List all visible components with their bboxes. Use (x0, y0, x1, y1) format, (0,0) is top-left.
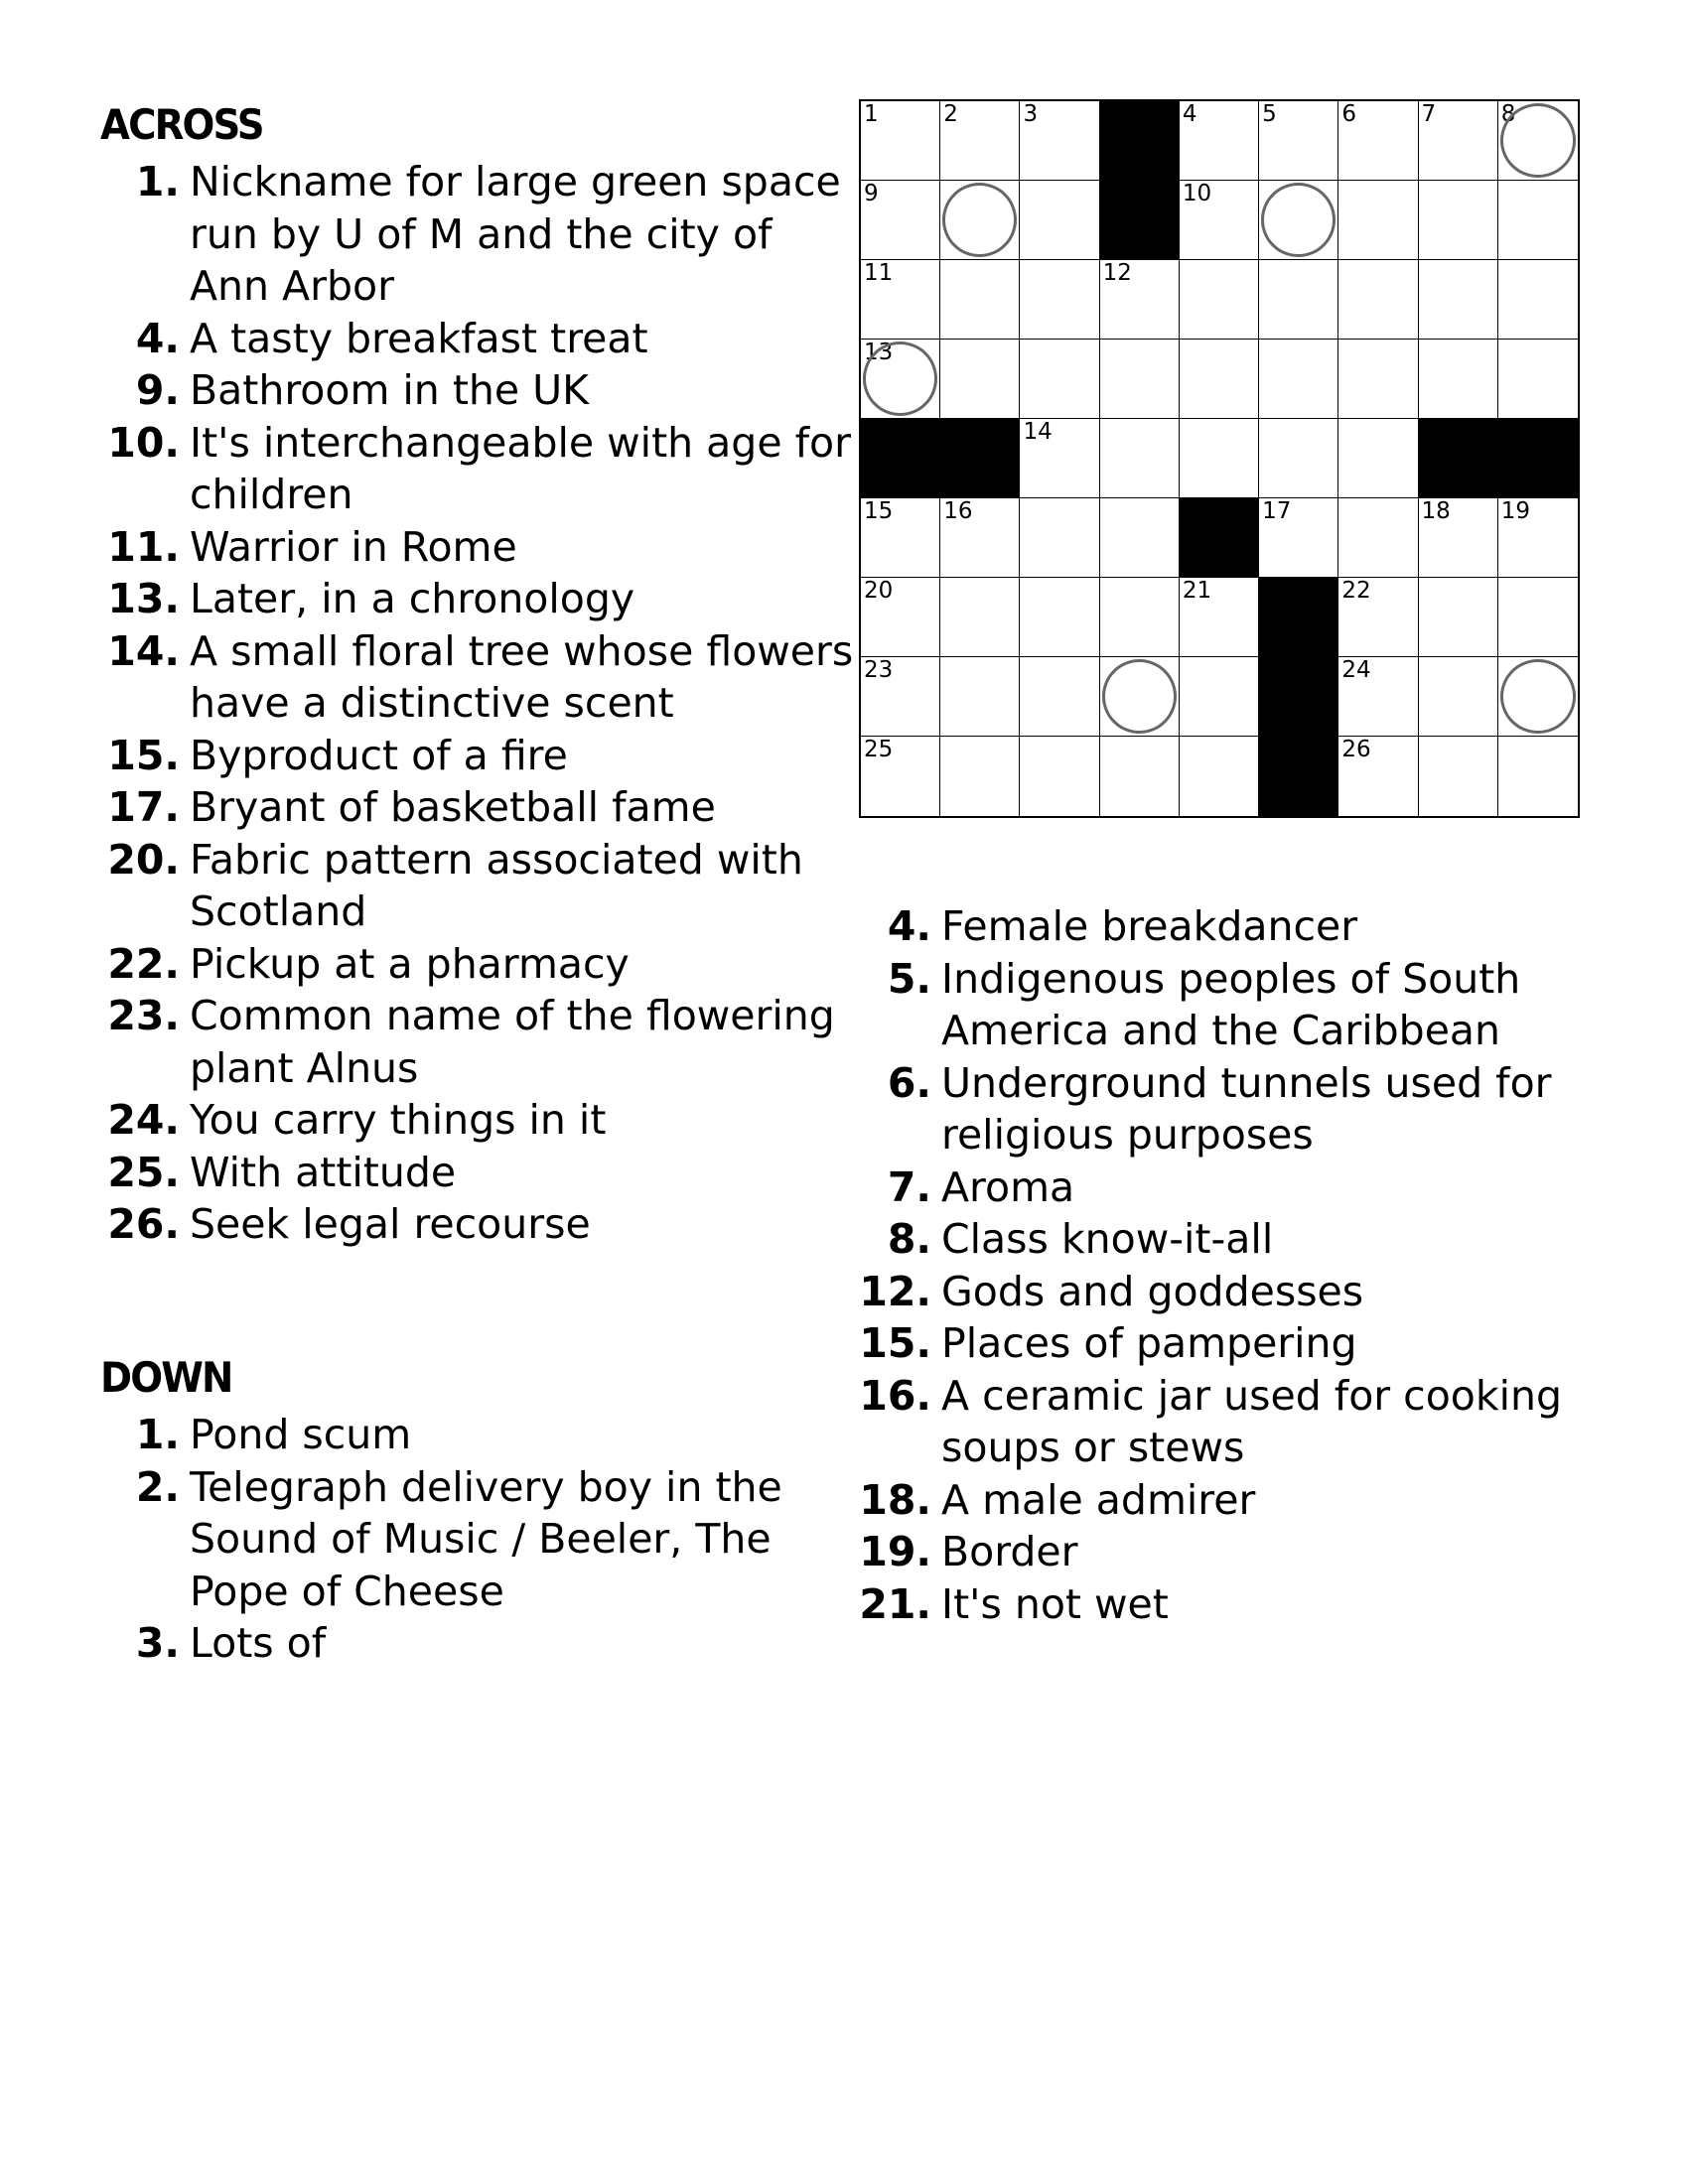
grid-cell[interactable] (861, 260, 940, 340)
grid-cell[interactable] (1180, 260, 1259, 340)
grid-cell[interactable] (1180, 657, 1259, 737)
grid-cell[interactable] (1259, 419, 1338, 498)
clue-text: Female breakdancer (941, 902, 1358, 950)
grid-cell[interactable] (1020, 578, 1099, 657)
grid-cell[interactable] (1100, 498, 1180, 578)
clue-item (852, 1526, 1607, 1578)
down-heading: DOWN (100, 1353, 232, 1402)
grid-cell[interactable] (861, 498, 940, 578)
clue-number: 23. (107, 992, 180, 1039)
clue-number: 15. (859, 1319, 931, 1367)
clue-item (100, 990, 855, 1094)
clue-item (852, 1266, 1607, 1318)
circle-icon (942, 183, 1017, 257)
grid-cell[interactable] (1419, 578, 1498, 657)
clue-number: 5. (887, 954, 931, 1003)
grid-cell[interactable] (1498, 498, 1578, 578)
grid-cell[interactable] (1498, 181, 1578, 260)
clue-number: 22. (107, 939, 180, 988)
grid-cell[interactable] (1180, 340, 1259, 419)
clue-item (100, 625, 855, 730)
grid-cell[interactable] (861, 657, 940, 737)
clue-item (100, 573, 855, 625)
grid-cell[interactable] (1419, 101, 1498, 181)
cell-number: 5 (1262, 101, 1277, 127)
black-square (1100, 181, 1180, 260)
clue-item (852, 1317, 1607, 1370)
grid-cell[interactable] (1338, 181, 1418, 260)
grid-cell[interactable] (1419, 657, 1498, 737)
clue-number: 14. (107, 626, 180, 675)
grid-cell[interactable] (1338, 419, 1418, 498)
grid-cell[interactable] (1020, 737, 1099, 816)
clue-text: It's interchangeable with age for children (190, 418, 851, 518)
grid-cell[interactable] (861, 737, 940, 816)
grid-cell[interactable] (1419, 181, 1498, 260)
black-square (940, 419, 1020, 498)
cell-number: 19 (1500, 498, 1531, 524)
black-square (861, 419, 940, 498)
circle-icon (863, 341, 937, 416)
clue-item (100, 730, 855, 782)
grid-cell[interactable] (940, 737, 1020, 816)
clue-text: Warrior in Rome (190, 522, 517, 571)
grid-cell[interactable] (1338, 737, 1418, 816)
grid-cell[interactable] (1338, 340, 1418, 419)
grid-cell[interactable] (940, 101, 1020, 181)
clue-number: 26. (107, 1200, 180, 1248)
clue-item (100, 834, 855, 938)
grid-cell[interactable] (940, 498, 1020, 578)
grid-cell[interactable] (1259, 101, 1338, 181)
clue-text: A small floral tree whose flowers have a distinctive scent (190, 626, 854, 727)
crossword-grid (859, 99, 1580, 818)
grid-cell[interactable] (1100, 340, 1180, 419)
clue-item (100, 521, 855, 574)
clue-number: 20. (107, 835, 180, 884)
cell-number: 17 (1262, 498, 1292, 524)
grid-cell[interactable] (1338, 578, 1418, 657)
grid-cell[interactable] (1020, 419, 1099, 498)
cell-number: 23 (864, 657, 894, 683)
grid-cell[interactable] (861, 340, 940, 419)
grid-cell[interactable] (1259, 498, 1338, 578)
grid-cell[interactable] (1100, 578, 1180, 657)
cell-number: 10 (1182, 181, 1212, 206)
cell-number: 4 (1182, 101, 1197, 127)
cell-number: 8 (1500, 101, 1516, 127)
clue-item (100, 1617, 855, 1670)
clue-number: 7. (887, 1162, 931, 1211)
grid-cell[interactable] (1020, 101, 1099, 181)
clue-item (100, 313, 855, 365)
clue-text: Nickname for large green space run by U of M and the city of Ann Arbor (190, 158, 841, 310)
clue-number: 11. (107, 522, 180, 571)
clue-number: 2. (135, 1462, 180, 1511)
clue-item (100, 1094, 855, 1147)
black-square (1259, 657, 1338, 737)
grid-cell[interactable] (1498, 340, 1578, 419)
down-clue-list-left (100, 1409, 855, 1670)
clue-number: 13. (107, 575, 180, 622)
clue-item (100, 417, 855, 521)
grid-cell[interactable] (1338, 657, 1418, 737)
down-clue-list-right (852, 900, 1607, 1630)
cell-number: 12 (1102, 260, 1132, 286)
clue-number: 1. (135, 158, 180, 205)
grid-cell[interactable] (1498, 101, 1578, 181)
clue-number: 6. (887, 1058, 931, 1107)
grid-cell[interactable] (1338, 101, 1418, 181)
clue-text: With attitude (190, 1148, 457, 1196)
cell-number: 1 (864, 101, 879, 127)
clue-text: Telegraph delivery boy in the Sound of Music / Beeler, The Pope of Cheese (190, 1462, 782, 1615)
clue-number: 15. (107, 731, 180, 779)
grid-cell[interactable] (1498, 578, 1578, 657)
clue-item (852, 953, 1607, 1057)
clue-text: Later, in a chronology (190, 575, 635, 622)
clue-text: A tasty breakfast treat (190, 314, 648, 362)
grid-cell[interactable] (1100, 260, 1180, 340)
grid-cell[interactable] (940, 340, 1020, 419)
clue-text: You carry things in it (190, 1096, 607, 1144)
clue-number: 4. (135, 314, 180, 362)
clue-number: 24. (107, 1096, 180, 1144)
cell-number: 6 (1341, 101, 1356, 127)
grid-cell[interactable] (1419, 498, 1498, 578)
cell-number: 25 (864, 737, 894, 762)
cell-number: 2 (943, 101, 958, 127)
cell-number: 7 (1421, 101, 1437, 127)
black-square (1180, 498, 1259, 578)
clue-item (852, 1474, 1607, 1527)
circle-icon (1261, 183, 1336, 257)
clue-text: Seek legal recourse (190, 1200, 591, 1248)
cell-number: 11 (864, 260, 894, 286)
clue-item (100, 1409, 855, 1461)
clue-text: A male admirer (941, 1475, 1256, 1524)
clue-item (100, 1461, 855, 1618)
clue-text: A ceramic jar used for cooking soups or stews (941, 1371, 1563, 1471)
grid-cell[interactable] (1259, 181, 1338, 260)
clue-text: Pond scum (190, 1411, 412, 1458)
cell-number: 26 (1341, 737, 1371, 762)
grid-cell[interactable] (1180, 419, 1259, 498)
clue-item (852, 1578, 1607, 1631)
circle-icon (1500, 659, 1576, 734)
clue-number: 19. (859, 1528, 931, 1575)
clue-item (852, 1213, 1607, 1266)
cell-number: 9 (864, 181, 879, 206)
clue-number: 10. (107, 418, 180, 467)
grid-cell[interactable] (861, 578, 940, 657)
clue-number: 25. (107, 1148, 180, 1196)
clue-number: 3. (135, 1619, 180, 1667)
clue-text: Indigenous peoples of South America and the Caribbean (941, 954, 1521, 1054)
clue-number: 18. (859, 1475, 931, 1524)
clue-text: Aroma (941, 1162, 1075, 1211)
black-square (1419, 419, 1498, 498)
grid-cell[interactable] (1100, 737, 1180, 816)
grid-cell[interactable] (1498, 657, 1578, 737)
clue-item (852, 1057, 1607, 1161)
cell-number: 24 (1341, 657, 1371, 683)
clue-item (100, 1147, 855, 1199)
grid-cell[interactable] (1498, 737, 1578, 816)
grid-cell[interactable] (1338, 260, 1418, 340)
cell-number: 3 (1023, 101, 1039, 127)
grid-cell[interactable] (1180, 737, 1259, 816)
clue-number: 8. (887, 1215, 931, 1263)
clue-item (852, 1370, 1607, 1474)
clue-item (100, 781, 855, 834)
grid-cell[interactable] (1259, 340, 1338, 419)
clue-text: Gods and goddesses (941, 1267, 1364, 1315)
cell-number: 15 (864, 498, 894, 524)
grid-cell[interactable] (1419, 260, 1498, 340)
grid-cell[interactable] (1180, 101, 1259, 181)
clue-number: 21. (859, 1579, 931, 1628)
grid-cell[interactable] (1020, 498, 1099, 578)
cell-number: 22 (1341, 578, 1371, 604)
clue-item (100, 156, 855, 313)
circle-icon (1102, 659, 1177, 734)
black-square (1100, 101, 1180, 181)
clue-item (100, 938, 855, 991)
grid-cell[interactable] (1180, 578, 1259, 657)
grid-cell[interactable] (1259, 260, 1338, 340)
clue-text: Lots of (190, 1619, 327, 1667)
cell-number: 16 (943, 498, 973, 524)
grid-cell[interactable] (1180, 181, 1259, 260)
clue-item (852, 900, 1607, 953)
grid-cell[interactable] (940, 181, 1020, 260)
cell-number: 20 (864, 578, 894, 604)
clue-text: Bathroom in the UK (190, 366, 590, 414)
grid-cell[interactable] (861, 101, 940, 181)
grid-cell[interactable] (1020, 340, 1099, 419)
circle-icon (1500, 103, 1576, 178)
clue-number: 4. (887, 902, 931, 950)
grid-cell[interactable] (940, 578, 1020, 657)
clue-text: Pickup at a pharmacy (190, 939, 630, 988)
cell-number: 13 (864, 340, 894, 365)
clue-text: Common name of the flowering plant Alnus (190, 992, 835, 1092)
grid-cell[interactable] (861, 181, 940, 260)
grid-cell[interactable] (1419, 340, 1498, 419)
clue-text: Fabric pattern associated with Scotland (190, 835, 803, 935)
clue-item (100, 364, 855, 417)
clue-text: Bryant of basketball fame (190, 783, 716, 831)
clue-text: Class know-it-all (941, 1215, 1274, 1263)
clue-text: It's not wet (941, 1579, 1169, 1628)
grid-cell[interactable] (940, 260, 1020, 340)
grid-cell[interactable] (1419, 737, 1498, 816)
grid-cell[interactable] (940, 657, 1020, 737)
across-clue-list (100, 156, 855, 1251)
grid-cell[interactable] (1020, 260, 1099, 340)
grid-cell[interactable] (1020, 181, 1099, 260)
grid-cell[interactable] (1100, 657, 1180, 737)
clue-number: 9. (135, 366, 180, 414)
clue-item (852, 1161, 1607, 1214)
black-square (1259, 578, 1338, 657)
clue-number: 17. (107, 783, 180, 831)
clue-number: 12. (859, 1267, 931, 1315)
cell-number: 21 (1182, 578, 1212, 604)
across-heading: ACROSS (100, 100, 263, 149)
cell-number: 18 (1421, 498, 1451, 524)
clue-item (100, 1198, 855, 1251)
clue-text: Byproduct of a fire (190, 731, 568, 779)
black-square (1259, 737, 1338, 816)
clue-text: Underground tunnels used for religious purposes (941, 1058, 1552, 1159)
grid-cell[interactable] (1338, 498, 1418, 578)
clue-number: 1. (135, 1411, 180, 1458)
grid-cell[interactable] (1100, 419, 1180, 498)
grid-cell[interactable] (1020, 657, 1099, 737)
clue-text: Places of pampering (941, 1319, 1357, 1367)
black-square (1498, 419, 1578, 498)
grid-cell[interactable] (1498, 260, 1578, 340)
clue-number: 16. (859, 1371, 931, 1420)
cell-number: 14 (1023, 419, 1053, 445)
clue-text: Border (941, 1528, 1078, 1575)
